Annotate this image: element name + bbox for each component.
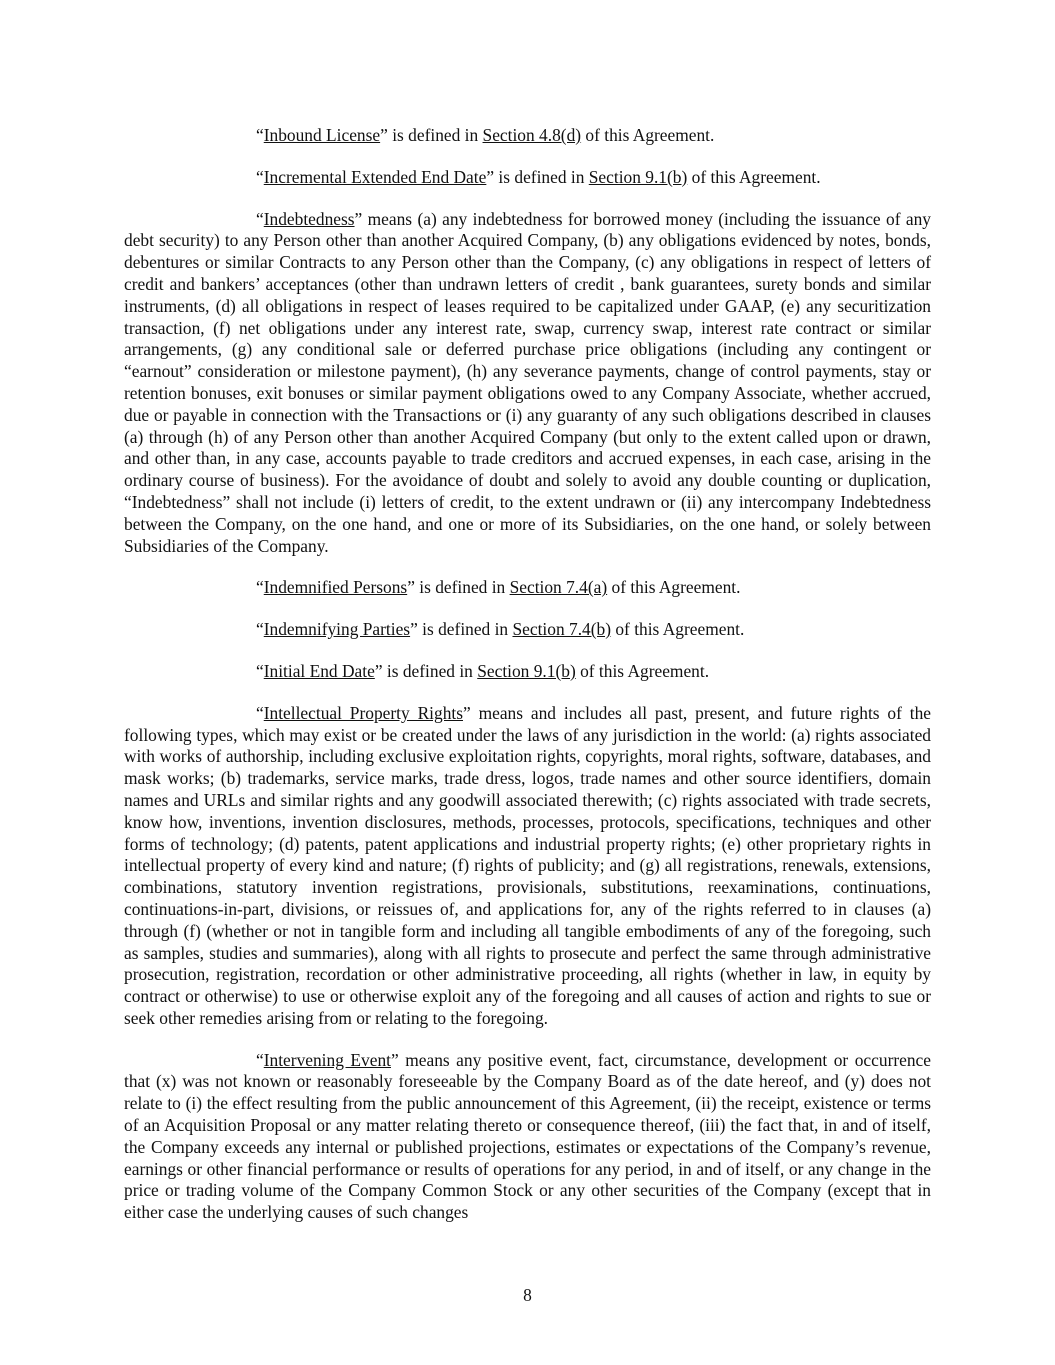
definitions-list bbox=[124, 125, 931, 1244]
section-reference: Section 7.4(a) bbox=[509, 577, 608, 598]
definition-intellectual-property-rights: “Intellectual Property Rights” means and includes all past, present, and future rights of the following types, which may exist or be created under the laws of any jurisdiction in the world: (a) rights associated with works of authorship, including exclusive exploitation rights, copyrights, moral rights, software, databases, and mask works; (b) trademarks, service marks, trade dress, logos, trade names and other source identifiers, domain names and URLs and similar rights and any goodwill associated therewith; (c) rights associated with trade secrets, know how, inventions, invention disclosures, methods, processes, protocols, specifications, techniques and other forms of technology; (d) patents, patent applications and industrial property rights; (e) other proprietary rights in intellectual property of every kind and nature; (f) rights of publicity; and (g) all registrations, renewals, extensions, combinations, statutory invention registrations, provisionals, substitutions, reexaminations, continuations, continuations-in-part, divisions, or reissues of, and applications for, any of the rights referred to in clauses (a) through (f) (whether or not in tangible form and including all tangible embodiments of any of the foregoing, such as samples, studies and summaries), along with all rights to prosecute and perfect the same through administrative prosecution, registration, recordation or other administrative proceeding, all rights (whether in law, in equity by contract or otherwise) to use or otherwise exploit any of the foregoing and all causes of action and rights to sue or seek other remedies arising from or relating to the foregoing. bbox=[124, 702, 931, 1028]
defined-term: Initial End Date bbox=[263, 660, 375, 681]
definition-body: means any positive event, fact, circumstance, development or occurrence that (x) was not known or reasonably foreseeable by the Company Board as of the date hereof, and (y) does not relate to (i) the effect resulting from the public announcement of this Agreement, (ii) the receipt, existence or terms of an Acquisition Proposal or any matter relating thereto or consequence thereof, (iii) the fact that, in and of itself, the Company exceeds any internal or published projections, estimates or expectations of the Company’s revenue, earnings or other financial performance or results of operations for any period, in and of itself, or any change in the price or trading volume of the Company Common Stock or any other securities of the Company (except that in either case the underlying causes of such changes bbox=[124, 1049, 931, 1223]
defined-term: Indebtedness bbox=[263, 208, 355, 229]
page-number: 8 bbox=[523, 1285, 532, 1305]
section-reference: Section 9.1(b) bbox=[588, 166, 688, 187]
section-reference: Section 4.8(d) bbox=[482, 125, 582, 145]
defined-term: Indemnified Persons bbox=[263, 577, 408, 598]
definition-inbound-license: “Inbound License” is defined in Section 4.8(d) of this Agreement. bbox=[256, 125, 715, 145]
defined-term: Intervening Event bbox=[263, 1049, 391, 1070]
defined-term: Indemnifying Parties bbox=[263, 619, 411, 640]
definition-indemnified-persons: “Indemnified Persons” is defined in Section 7.4(a) of this Agreement. bbox=[256, 577, 741, 598]
definition-incremental-extended-end-date: “Incremental Extended End Date” is defined in Section 9.1(b) of this Agreement. bbox=[256, 166, 821, 187]
definition-initial-end-date: “Initial End Date” is defined in Section 9.1(b) of this Agreement. bbox=[256, 660, 710, 681]
definition-indemnifying-parties: “Indemnifying Parties” is defined in Section 7.4(b) of this Agreement. bbox=[256, 619, 745, 640]
section-reference: Section 9.1(b) bbox=[477, 660, 576, 681]
section-reference: Section 7.4(b) bbox=[512, 619, 612, 640]
definition-body: means (a) any indebtedness for borrowed money (including the issuance of any debt security) to any Person other than another Acquired Company, (b) any obligations evidenced by notes, bonds, debentures or similar Contracts to any Person other than the Company, (c) any obligations in respect of letters of credit and bankers’ acceptances (other than undrawn letters of credit , bank guarantees, surety bonds and similar instruments, (d) all obligations in respect of leases required to be capitalized under GAAP, (e) any securitization transaction, (f) net obligations under any interest rate, swap, currency swap, interest rate contract or similar arrangements, (g) any conditional sale or deferred purchase price obligations (including any contingent or “earnout” consideration or milestone payment), (h) any severance payments, change of control payments, stay or retention bonuses, exit bonuses or similar payment obligations owed to any Company Associate, whether accrued, due or payable in connection with the Transactions or (i) any guaranty of any such obligations described in clauses (a) through (h) of any Person other than another Acquired Company (but only to the extent called upon or drawn, and other than, in any case, accounts payable to trade creditors and accrued expenses, in each case, arising in the ordinary course of business). For the avoidance of doubt and solely to avoid any double counting or duplication, “Indebtedness” shall not include (i) letters of credit, to the extent undrawn or (ii) any intercompany Indebtedness between the Company, on the one hand, and one or more of its Subsidiaries, on the one hand, or solely between Subsidiaries of the Company. bbox=[124, 208, 931, 556]
defined-term: Inbound License bbox=[263, 125, 381, 145]
defined-term: Incremental Extended End Date bbox=[263, 166, 487, 187]
definition-indebtedness: “Indebtedness” means (a) any indebtedness for borrowed money (including the issuance of any debt security) to any Person other than another Acquired Company, (b) any obligations evidenced by notes, bonds, debentures or similar Contracts to any Person other than the Company, (c) any obligations in respect of letters of credit and bankers’ acceptances (other than undrawn letters of credit , bank guarantees, surety bonds and similar instruments, (d) all obligations in respect of leases required to be capitalized under GAAP, (e) any securitization transaction, (f) net obligations under any interest rate, swap, currency swap, interest rate contract or similar arrangements, (g) any conditional sale or deferred purchase price obligations (including any contingent or “earnout” consideration or milestone payment), (h) any severance payments, change of control payments, stay or retention bonuses, exit bonuses or similar payment obligations owed to any Company Associate, whether accrued, due or payable in connection with the Transactions or (i) any guaranty of any such obligations described in clauses (a) through (h) of any Person other than another Acquired Company (but only to the extent called upon or drawn, and other than, in any case, accounts payable to trade creditors and accrued expenses, in each case, arising in the ordinary course of business). For the avoidance of doubt and solely to avoid any double counting or duplication, “Indebtedness” shall not include (i) letters of credit, to the extent undrawn or (ii) any intercompany Indebtedness between the Company, on the one hand, and one or more of its Subsidiaries, on the one hand, or solely between Subsidiaries of the Company. bbox=[124, 208, 931, 556]
definition-body: means and includes all past, present, and future rights of the following types, which may exist or be created under the laws of any jurisdiction in the world: (a) rights associated with works of authorship, including exclusive exploitation rights, copyrights, moral rights, software, databases, and mask works; (b) trademarks, service marks, trade dress, logos, trade names and other source identifiers, domain names and URLs and similar rights and any goodwill associated therewith; (c) rights associated with trade secrets, know how, inventions, invention disclosures, methods, processes, protocols, specifications, techniques and other forms of technology; (d) patents, patent applications and industrial property rights; (e) other proprietary rights in intellectual property of every kind and nature; (f) rights of publicity; and (g) all registrations, renewals, extensions, combinations, statutory invention registrations, provisionals, substitutions, reexaminations, continuations, continuations-in-part, divisions, or reissues of, and applications for, any of the rights referred to in clauses (a) through (f) (whether or not in tangible form and including all tangible embodiments of any of the foregoing, such as samples, studies and summaries), along with all rights to prosecute and perfect the same through administrative prosecution, registration, recordation or other administrative proceeding, all rights (whether in law, in equity by contract or otherwise) to use or otherwise exploit any of the foregoing and all causes of action and rights to sue or seek other remedies arising from or relating to the foregoing. bbox=[124, 702, 931, 1028]
defined-term: Intellectual Property Rights bbox=[263, 702, 463, 723]
definition-intervening-event: “Intervening Event” means any positive event, fact, circumstance, development or occurrence that (x) was not known or reasonably foreseeable by the Company Board as of the date hereof, and (y) does not relate to (i) the effect resulting from the public announcement of this Agreement, (ii) the receipt, existence or terms of an Acquisition Proposal or any matter relating thereto or consequence thereof, (iii) the fact that, in and of itself, the Company exceeds any internal or published projections, estimates or expectations of the Company’s revenue, earnings or other financial performance or results of operations for any period, in and of itself, or any change in the price or trading volume of the Company Common Stock or any other securities of the Company (except that in either case the underlying causes of such changes bbox=[124, 1049, 931, 1223]
